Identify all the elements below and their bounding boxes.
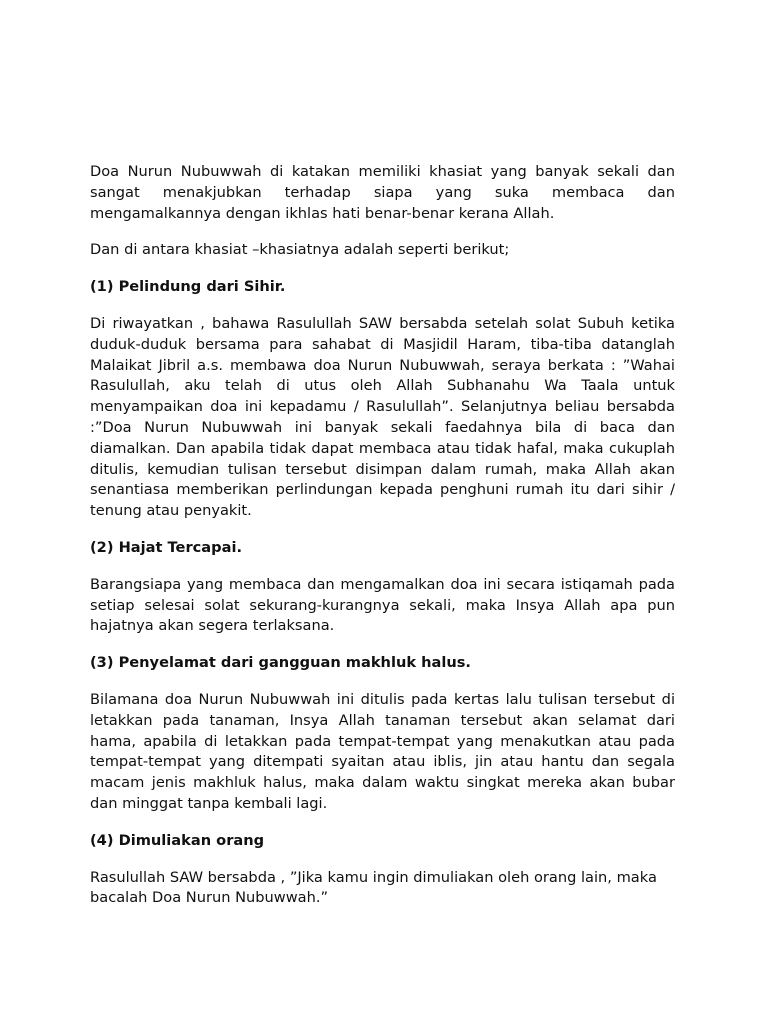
intro-paragraph: Doa Nurun Nubuwwah di katakan memiliki khasiat yang banyak sekali dan sangat menakjubkan terhadap siapa yang suka membaca dan mengamalkannya dengan ikhlas hati benar-benar kerana Allah. <box>90 163 675 222</box>
section-heading-4: (4) Dimuliakan orang <box>90 831 265 849</box>
section-heading-3: (3) Penyelamat dari gangguan makhluk halus. <box>90 654 471 672</box>
document-body <box>90 162 675 925</box>
section-body-1: Di riwayatkan , bahawa Rasulullah SAW bersabda setelah solat Subuh ketika duduk-duduk bersama para sahabat di Masjidil Haram, tiba-tiba datanglah Malaikat Jibril a.s. membawa doa Nurun Nubuwwah, seraya berkata : ”Wahai Rasulullah, aku telah di utus oleh Allah Subhanahu Wa Taala untuk menyampaikan doa ini kepadamu / Rasulullah”. Selanjutnya beliau bersabda :”Doa Nurun Nubuwwah ini banyak sekali faedahnya bila di baca dan diamalkan. Dan apabila tidak dapat membaca atau tidak hafal, maka cukuplah ditulis, kemudian tulisan tersebut disimpan dalam rumah, maka Allah akan senantiasa memberikan perlindungan kepada penghuni rumah itu dari sihir / tenung atau penyakit. <box>90 314 675 520</box>
intro-list-lead: Dan di antara khasiat –khasiatnya adalah seperti berikut; <box>90 241 510 259</box>
section-body-2: Barangsiapa yang membaca dan mengamalkan doa ini secara istiqamah pada setiap selesai solat sekurang-kurangnya sekali, maka Insya Allah apa pun hajatnya akan segera terlaksana. <box>90 575 675 635</box>
section-body-3: Bilamana doa Nurun Nubuwwah ini ditulis pada kertas lalu tulisan tersebut di letakkan pada tanaman, Insya Allah tanaman tersebut akan selamat dari hama, apabila di letakkan pada tempat-tempat yang menakutkan atau pada tempat-tempat yang ditempati syaitan atau iblis, jin atau hantu dan segala macam jenis makhluk halus, maka dalam waktu singkat mereka akan bubar dan minggat tanpa kembali lagi. <box>90 690 675 812</box>
section-heading-1: (1) Pelindung dari Sihir. <box>90 278 286 296</box>
section-body-4: Rasulullah SAW bersabda , ”Jika kamu ingin dimuliakan oleh orang lain, maka bacalah Doa Nurun Nubuwwah.” <box>90 868 657 907</box>
section-heading-2: (2) Hajat Tercapai. <box>90 538 242 556</box>
